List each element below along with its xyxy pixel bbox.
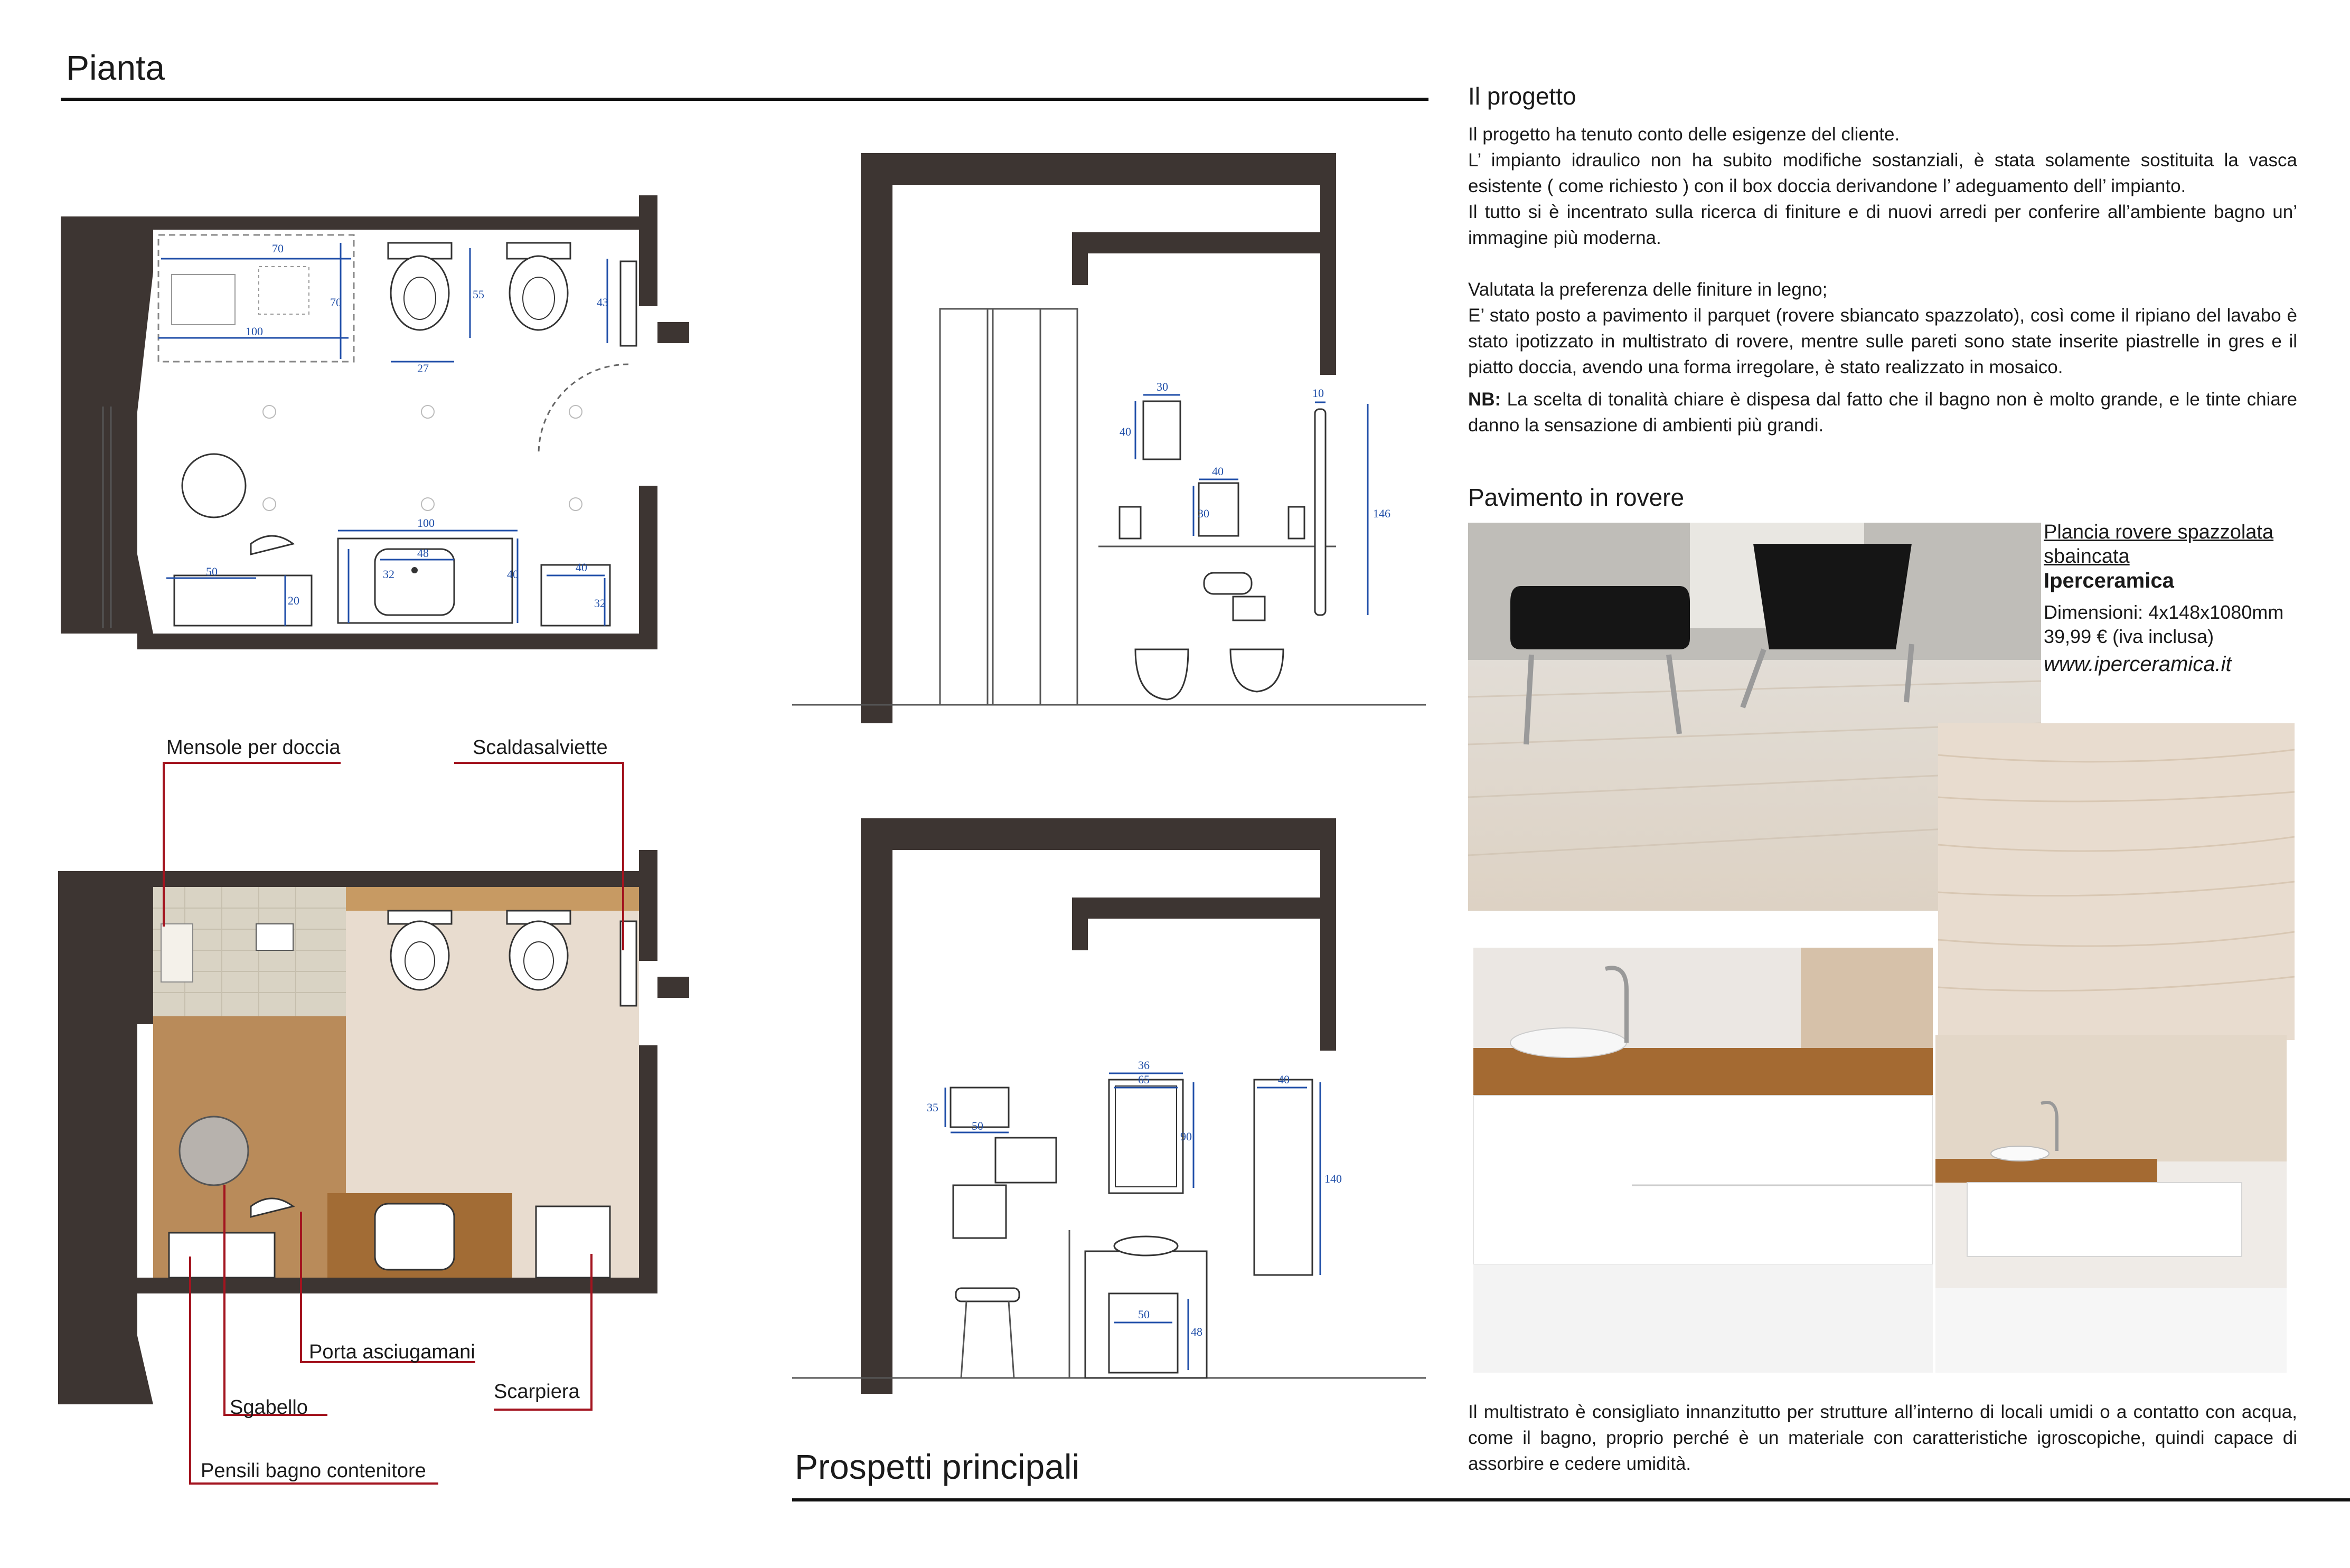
- callout-sgabello: Sgabello: [230, 1396, 308, 1419]
- svg-text:90: 90: [1180, 1130, 1192, 1143]
- svg-text:30: 30: [1198, 507, 1209, 520]
- svg-text:40: 40: [1278, 1073, 1290, 1086]
- svg-text:48: 48: [417, 546, 429, 560]
- product-info: [2044, 520, 2318, 676]
- project-description: Il progetto ha tenuto conto delle esigenze del cliente. L’ impianto idraulico non ha subito modifiche sostanziali, è stata solamente sostituita la vasca esistente ( come richiesto ) con il box doccia derivandone l’ adeguamento dell’ impianto. Il tutto si è incentrato sulla ricerca di finiture e di nuovi arredi per conferire all’ambiente bagno un’ immagine più moderna. Valutata la preferenza delle finiture in legno; E’ stato posto a pavimento il parquet (rovere sbiancato spazzolato), così come il ripiano del lavabo è stato ipotizzato in multistrato di rovere, mentre sulle pareti sono state inserite piastrelle in gres e il piatto doccia, avendo una forma irregolare, è stato realizzato in mosaico. NB: La scelta di tonalità chiare è dispesa dal fatto che il bagno non è molto grande, e le tinte chiare danno la sensazione di ambienti più grandi.: [1468, 121, 2297, 438]
- nb-note: NB: La scelta di tonalità chiare è dispesa dal fatto che il bagno non è molto grande, e le tinte chiare danno la sensazione di ambienti più grandi.: [1468, 389, 2297, 436]
- elevation-top: [792, 148, 1426, 729]
- svg-text:50: 50: [1138, 1308, 1150, 1321]
- product-website[interactable]: www.iperceramica.it: [2044, 653, 2232, 676]
- floor-title: Pavimento in rovere: [1468, 484, 1685, 511]
- product-dimensions: Dimensioni: 4x148x1080mm: [2044, 601, 2284, 623]
- svg-text:100: 100: [417, 516, 435, 530]
- svg-text:70: 70: [330, 296, 342, 309]
- product-name: Plancia rovere spazzolata sbaincata: [2044, 521, 2274, 568]
- plan-wall-bottom: [137, 634, 657, 649]
- elevations-title: Prospetti principali: [795, 1447, 1080, 1486]
- floor-plan-technical: [53, 185, 713, 686]
- product-brand: Iperceramica: [2044, 569, 2174, 592]
- svg-text:65: 65: [1138, 1073, 1150, 1086]
- svg-text:40: 40: [576, 561, 587, 574]
- callout-pensili: Pensili bagno contenitore: [201, 1460, 426, 1482]
- svg-text:40: 40: [1212, 465, 1224, 478]
- svg-text:50: 50: [206, 565, 218, 578]
- callout-scarpiera: Scarpiera: [494, 1381, 580, 1403]
- plan-title: Pianta: [66, 48, 165, 87]
- footer-rule: [792, 1498, 2350, 1501]
- vanity-photo-2: [1935, 1035, 2287, 1373]
- svg-text:48: 48: [1191, 1325, 1202, 1338]
- svg-text:100: 100: [246, 325, 263, 338]
- plan-wall-right-top: [639, 195, 657, 306]
- svg-text:10: 10: [1312, 386, 1324, 400]
- header-rule: [61, 98, 1428, 101]
- multistrato-note: Il multistrato è consigliato innanzitutto per strutture all’interno di locali umidi o a contatto con acqua, come il bagno, proprio perché è un materiale con caratteristiche igroscopiche, quindi capace di assorbire e cedere umidità.: [1468, 1402, 2297, 1474]
- svg-text:70: 70: [272, 242, 284, 255]
- oak-sample-swatch: [1938, 723, 2295, 1040]
- svg-text:27: 27: [417, 362, 429, 375]
- svg-text:36: 36: [1138, 1059, 1150, 1072]
- vanity-photo-1: [1473, 948, 1933, 1373]
- svg-text:20: 20: [288, 594, 299, 607]
- svg-text:32: 32: [594, 597, 606, 610]
- svg-text:43: 43: [597, 296, 608, 309]
- svg-text:40: 40: [507, 568, 519, 581]
- svg-text:32: 32: [383, 568, 394, 581]
- product-price: 39,99 € (iva inclusa): [2044, 626, 2214, 647]
- elevation-bottom: [792, 813, 1426, 1404]
- callout-scaldasalviette: Scaldasalviette: [473, 736, 608, 759]
- project-title: Il progetto: [1468, 82, 1576, 110]
- svg-text:140: 140: [1324, 1172, 1342, 1185]
- svg-text:146: 146: [1373, 507, 1390, 520]
- callout-porta-asciugamani: Porta asciugamani: [309, 1341, 475, 1363]
- svg-text:40: 40: [1120, 425, 1131, 438]
- callout-mensole: Mensole per doccia: [166, 736, 341, 759]
- svg-text:35: 35: [927, 1101, 938, 1114]
- svg-text:55: 55: [473, 288, 484, 301]
- svg-text:30: 30: [1157, 380, 1168, 393]
- svg-text:50: 50: [972, 1119, 983, 1132]
- floor-plan-rendered: [53, 729, 713, 1520]
